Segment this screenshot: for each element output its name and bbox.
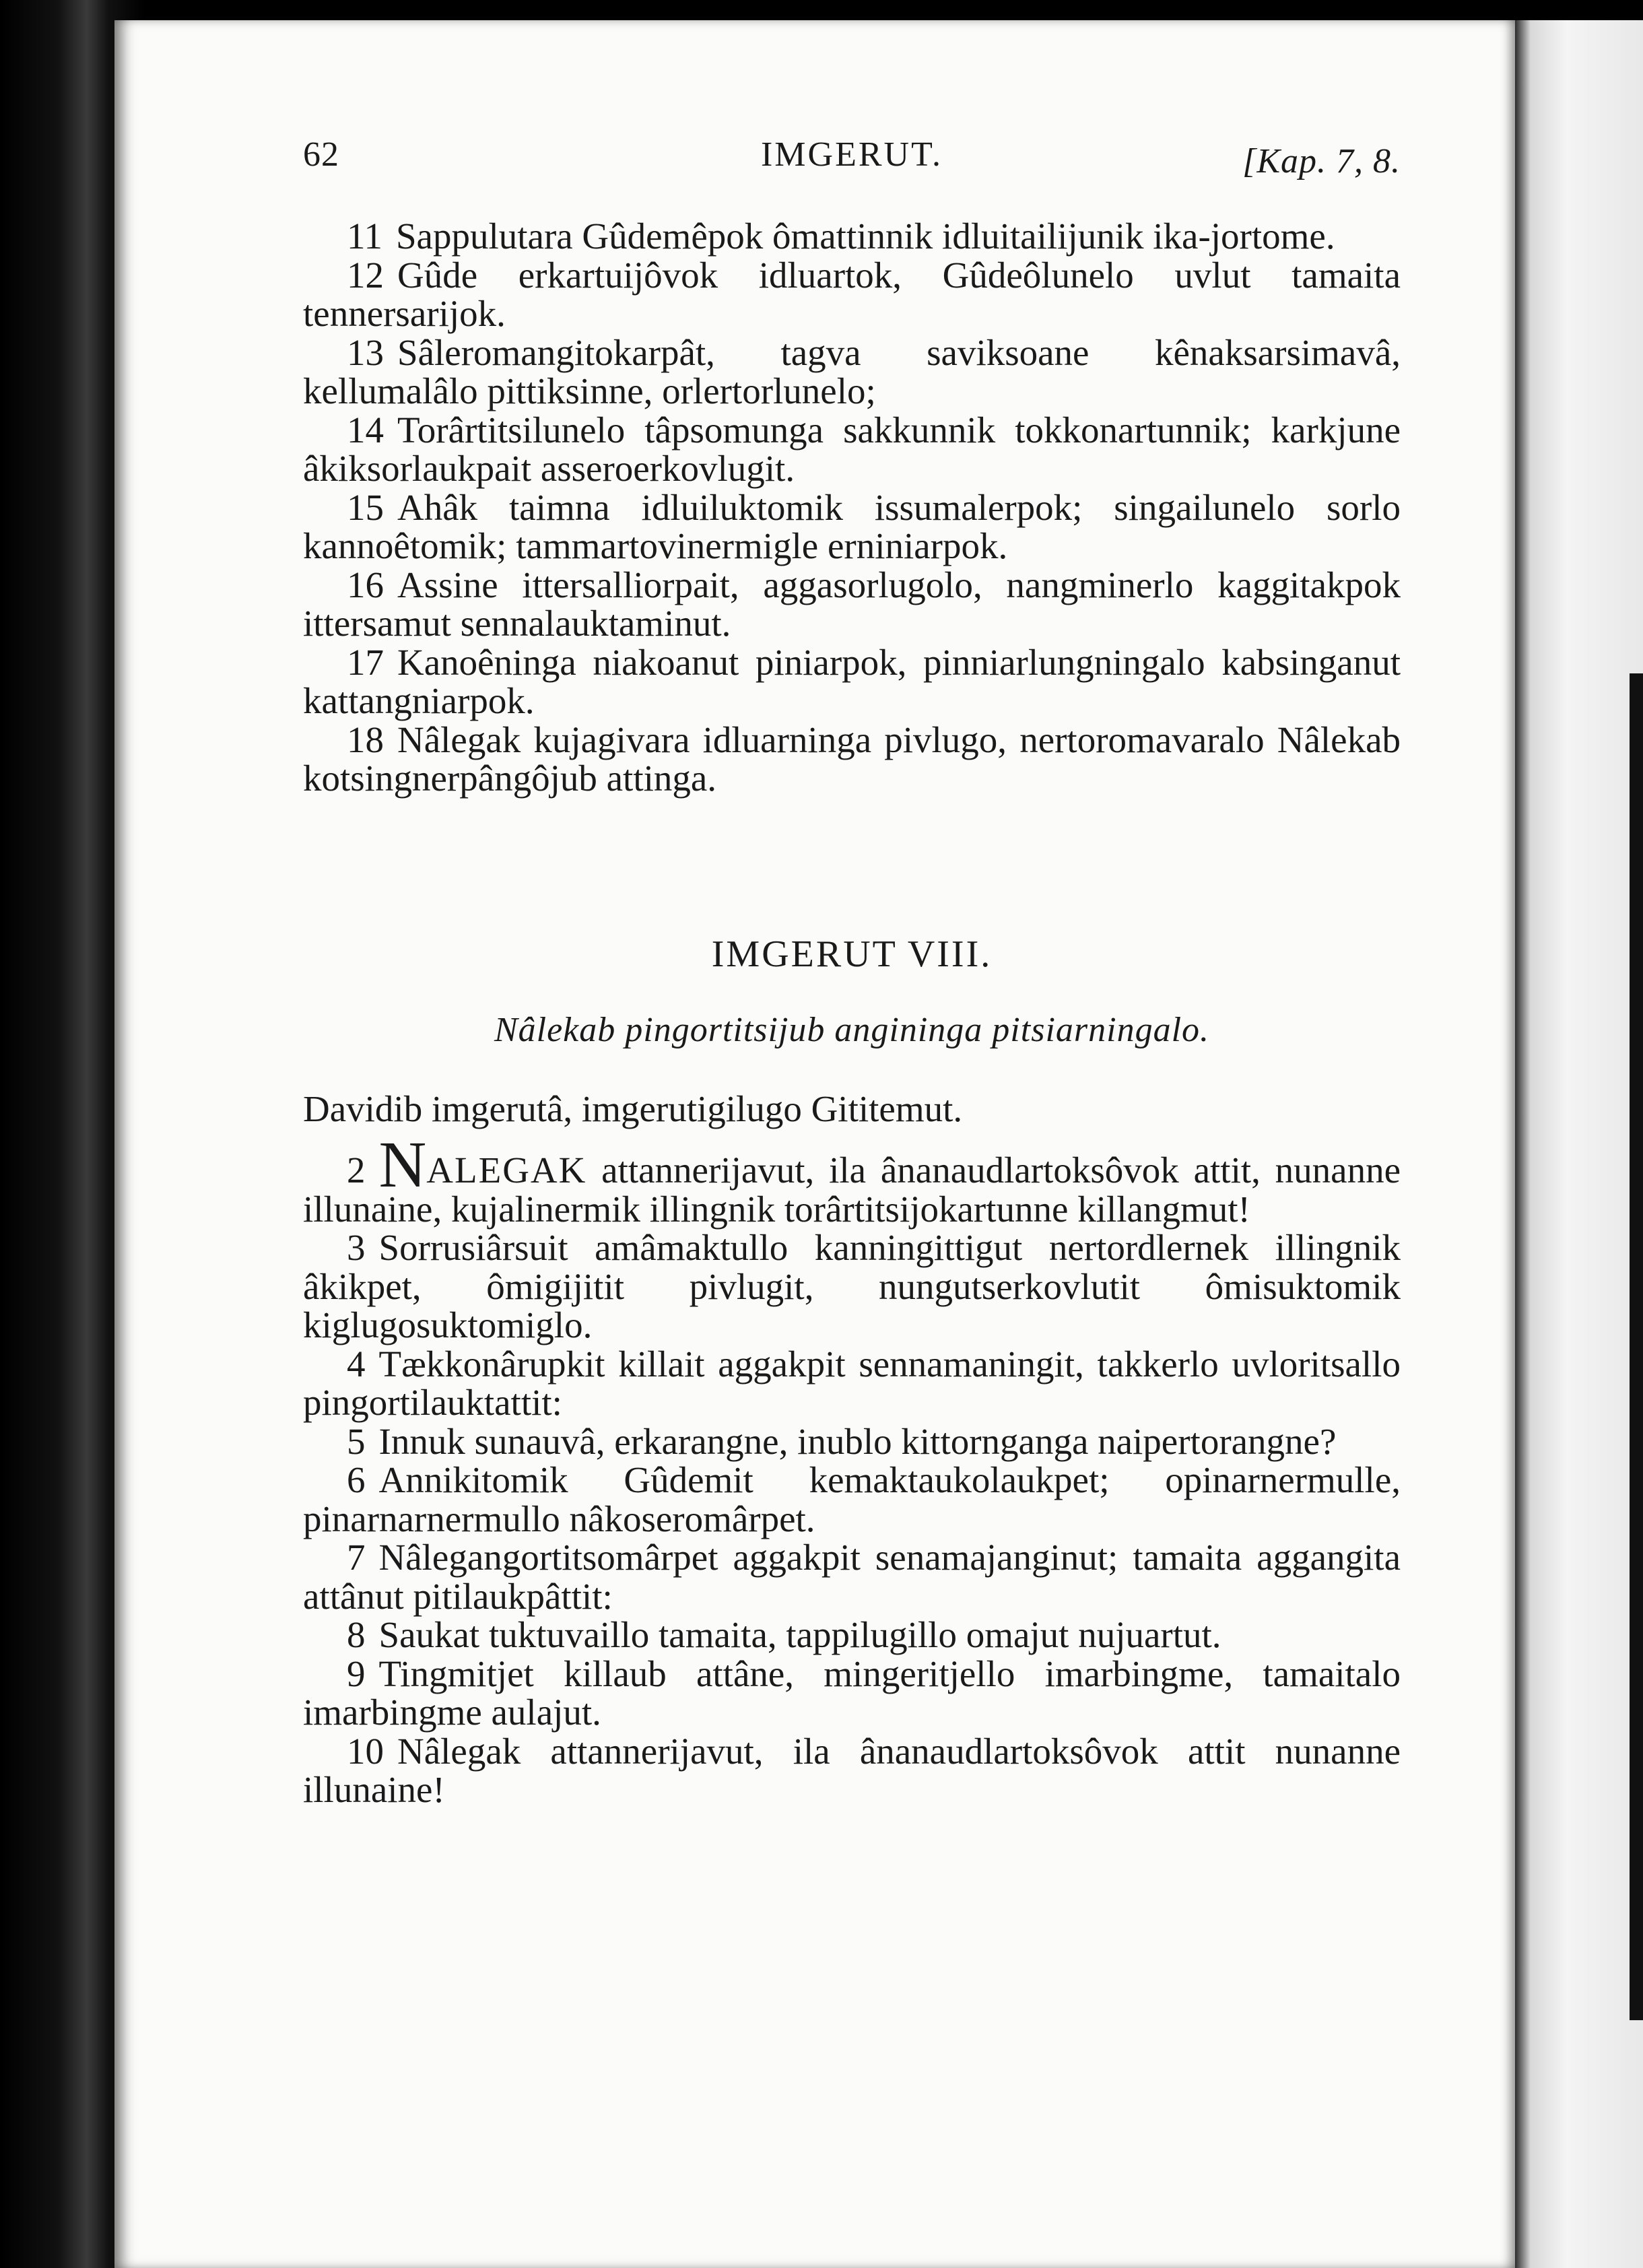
verse	[303, 411, 1401, 488]
verse-number: 12	[347, 254, 384, 296]
verse	[303, 643, 1401, 721]
verse-text: Nâlegak attannerijavut, ila ânanaudlartoksôvok attit nunanne illunaine!	[303, 1730, 1401, 1810]
verse-number: 11	[347, 215, 382, 257]
verse-text: Innuk sunauvâ, erkarangne, inublo kittornganga naipertorangne?	[378, 1420, 1337, 1462]
verse	[303, 1461, 1401, 1538]
verse-opening-word: ALEGAK	[426, 1149, 587, 1191]
verse	[303, 1538, 1401, 1615]
verse-text: Gûde erkartuijôvok idluartok, Gûdeôlunelo uvlut tamaita tennersarijok.	[303, 254, 1401, 334]
verse-number: 5	[347, 1420, 366, 1462]
verse-number: 10	[347, 1730, 384, 1772]
verse-number: 3	[347, 1227, 366, 1268]
psalm-subtitle: Nâlekab pingortitsijub angininga pitsiarningalo.	[494, 1011, 1210, 1049]
verse-number: 18	[347, 719, 384, 760]
psalm-title: IMGERUT VIII.	[711, 933, 993, 975]
verse-text: attannerijavut, ila ânanaudlartoksôvok attit, nunanne illunaine, kujalinermik illingnik torârtitsijokartunne killangmut!	[303, 1149, 1401, 1230]
verse-text: Sâleromangitokarpât, tagva saviksoane kênaksarsimavâ, kellumalâlo pittiksinne, orlertorlunelo;	[303, 331, 1401, 411]
verse-text: Nâlegangortitsomârpet aggakpit senamajanginut; tamaita aggangita attânut pitilaukpâttit:	[303, 1537, 1401, 1617]
verses-chapter-7	[303, 217, 1401, 798]
verse-text: Saukat tuktuvaillo tamaita, tappilugillo omajut nujuartut.	[378, 1614, 1221, 1655]
verse-text: Annikitomik Gûdemit kemaktaukolaukpet; opinarnermulle, pinarnarnermullo nâkoseromârpet.	[303, 1459, 1401, 1539]
verse	[303, 333, 1401, 411]
verse	[303, 217, 1401, 256]
verse-number: 6	[347, 1459, 366, 1500]
verse	[303, 1615, 1401, 1655]
chapter-reference: [Kap. 7, 8.	[1242, 142, 1401, 180]
verse-number: 9	[347, 1653, 366, 1694]
verse-text: Sorrusiârsuit amâmaktullo kanningittigut nertordlernek illingnik âkikpet, ômigijitit pivlugit, nungutserkovlutit ômisuktomik kiglugosuktomiglo.	[303, 1227, 1401, 1345]
verse-text: Ahâk taimna idluiluktomik issumalerpok; singailunelo sorlo kannoêtomik; tammartovinermigle erniniarpok.	[303, 486, 1401, 566]
verse-number: 16	[347, 564, 384, 605]
verse-text: Assine ittersalliorpait, aggasorlugolo, nangminerlo kaggitakpok ittersamut sennalauktaminut.	[303, 564, 1401, 644]
verse-text: Torârtitsilunelo tâpsomunga sakkunnik tokkonartunnik; karkjune âkiksorlaukpait asseroerkovlugit.	[303, 409, 1401, 489]
verse-number: 7	[347, 1537, 366, 1578]
verse	[303, 566, 1401, 643]
verse-number: 14	[347, 409, 384, 451]
verse	[303, 256, 1401, 333]
drop-capital: N	[378, 1129, 427, 1201]
verse-number: 13	[347, 331, 384, 373]
verse-number: 4	[347, 1343, 366, 1385]
verse-text: Tækkonârupkit killait aggakpit sennamaningit, takkerlo uvloritsallo pingortilauktattit:	[303, 1343, 1401, 1423]
verse	[303, 1655, 1401, 1732]
running-title: IMGERUT.	[760, 135, 943, 174]
verse-number: 17	[347, 641, 384, 683]
scan-top-border	[114, 0, 1643, 20]
page-number: 62	[303, 135, 339, 174]
verse	[303, 1422, 1401, 1461]
page-right-edge	[1515, 20, 1643, 2268]
verse	[303, 488, 1401, 566]
verse-text: Kanoêninga niakoanut piniarpok, pinniarlungningalo kabsinganut kattangniarpok.	[303, 641, 1401, 721]
verse-text: Tingmitjet killaub attâne, mingeritjello imarbingme, tamaitalo imarbingme aulajut.	[303, 1653, 1401, 1733]
verse	[303, 1345, 1401, 1422]
verse	[303, 1228, 1401, 1345]
verse	[303, 1732, 1401, 1809]
verses-psalm-8	[303, 1129, 1401, 1810]
verse-number: 2	[347, 1149, 366, 1191]
running-header	[303, 135, 1401, 182]
verse-text: Nâlegak kujagivara idluarninga pivlugo, nertoromavaralo Nâlekab kotsingnerpângôjub attinga.	[303, 719, 1401, 799]
verse	[303, 721, 1401, 798]
scan-right-strip	[1630, 673, 1643, 2020]
verse-text: Sappulutara Gûdemêpok ômattinnik idluitailijunik ika-jortome.	[395, 215, 1335, 257]
verse-number: 8	[347, 1614, 366, 1655]
verse	[303, 1129, 1401, 1230]
psalm-superscription: Davidib imgerutâ, imgerutigilugo Gititemut.	[303, 1088, 963, 1129]
verse-number: 15	[347, 486, 384, 528]
